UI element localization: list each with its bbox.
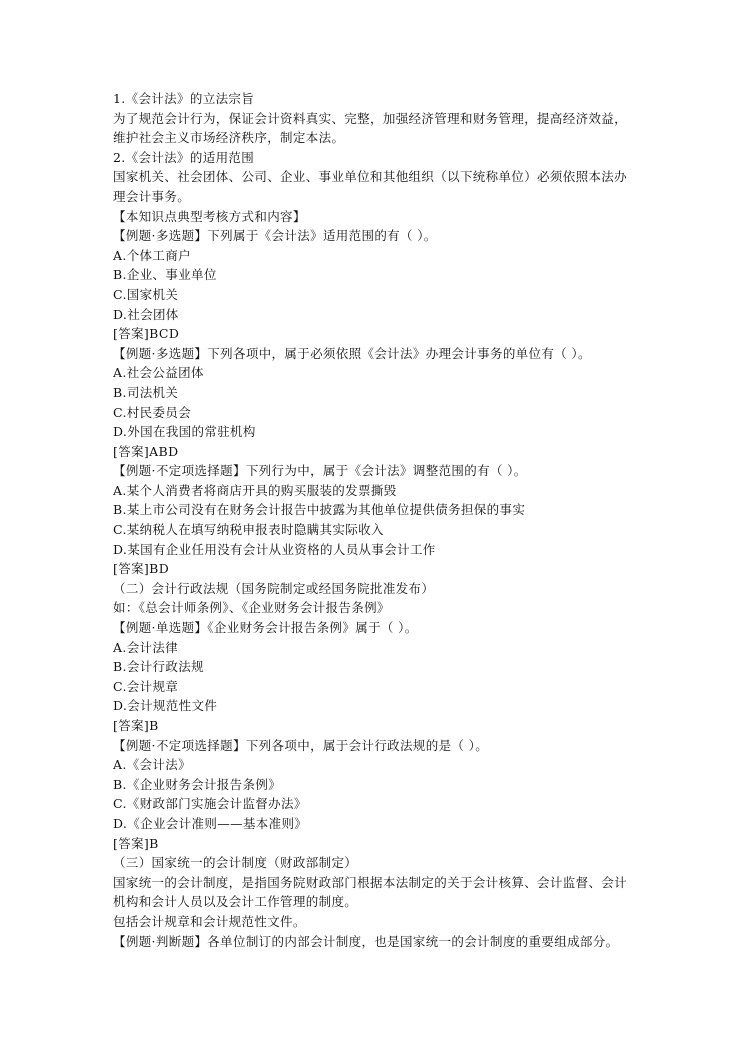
text-line: 【本知识点典型考核方式和内容】 bbox=[113, 208, 306, 224]
text-line: [答案]BD bbox=[113, 561, 170, 577]
text-line: D.外国在我国的常驻机构 bbox=[113, 424, 256, 440]
text-line: A.会计法律 bbox=[113, 639, 179, 655]
text-line: B.《企业财务会计报告条例》 bbox=[113, 776, 282, 792]
text-line: 为了规范会计行为，保证会计资料真实、完整，加强经济管理和财务管理，提高经济效益， bbox=[113, 110, 628, 126]
document-body bbox=[113, 89, 643, 951]
text-line: 1.《会计法》的立法宗旨 bbox=[113, 91, 255, 106]
text-line: 国家统一的会计制度，是指国务院财政部门根据本法制定的关于会计核算、会计监督、会计 bbox=[113, 874, 628, 890]
text-line: 如：《总会计师条例》、《企业财务会计报告条例》 bbox=[113, 600, 390, 616]
text-line: B.某上市公司没有在财务会计报告中披露为其他单位提供债务担保的事实 bbox=[113, 502, 526, 518]
text-line: D.某国有企业任用没有会计从业资格的人员从事会计工作 bbox=[113, 541, 436, 557]
text-line: D.会计规范性文件 bbox=[113, 698, 218, 714]
text-line: A.个体工商户 bbox=[113, 247, 191, 263]
text-line: C.村民委员会 bbox=[113, 404, 192, 420]
text-line: 【例题·不定项选择题】下列各项中，属于会计行政法规的是（ ）。 bbox=[113, 737, 489, 753]
text-line: 机构和会计人员以及会计工作管理的制度。 bbox=[113, 894, 358, 910]
text-line: C.某纳税人在填写纳税申报表时隐瞒其实际收入 bbox=[113, 522, 384, 538]
text-line: B.企业、事业单位 bbox=[113, 267, 217, 283]
text-line: 【例题·不定项选择题】下列行为中，属于《会计法》调整范围的有（ ）。 bbox=[113, 463, 527, 479]
text-line: A.《会计法》 bbox=[113, 757, 191, 773]
text-line: （二）会计行政法规（国务院制定或经国务院批准发布） bbox=[113, 580, 435, 596]
text-line: 【例题·判断题】各单位制订的内部会计制度，也是国家统一的会计制度的重要组成部分。 bbox=[113, 933, 619, 949]
text-line: 维护社会主义市场经济秩序，制定本法。 bbox=[113, 130, 345, 146]
text-line: 【例题·多选题】下列属于《会计法》适用范围的有（ ）。 bbox=[113, 228, 437, 244]
text-line: 国家机关、社会团体、公司、企业、事业单位和其他组织（以下统称单位）必须依照本法办 bbox=[113, 169, 628, 185]
text-line: 【例题·多选题】下列各项中，属于必须依照《会计法》办理会计事务的单位有（ ）。 bbox=[113, 345, 591, 361]
text-line: （三）国家统一的会计制度（财政部制定） bbox=[113, 855, 358, 871]
text-line: D.社会团体 bbox=[113, 306, 179, 322]
text-line: B.司法机关 bbox=[113, 384, 179, 400]
text-line: [答案]ABD bbox=[113, 443, 179, 459]
text-line: [答案]BCD bbox=[113, 326, 180, 342]
text-line: C.《财政部门实施会计监督办法》 bbox=[113, 796, 307, 812]
text-line: [答案]B bbox=[113, 835, 159, 851]
text-line: C.国家机关 bbox=[113, 286, 179, 302]
text-line: 理会计事务。 bbox=[113, 188, 191, 204]
text-line: C.会计规章 bbox=[113, 678, 179, 694]
text-line: A.某个人消费者将商店开具的购买服装的发票撕毁 bbox=[113, 482, 397, 498]
text-line: 【例题·单选题】《企业财务会计报告条例》属于（ ）。 bbox=[113, 620, 418, 636]
text-line: 包括会计规章和会计规范性文件。 bbox=[113, 913, 306, 929]
text-line: D.《企业会计准则——基本准则》 bbox=[113, 815, 308, 831]
text-line: 2.《会计法》的适用范围 bbox=[113, 149, 255, 165]
text-line: [答案]B bbox=[113, 718, 159, 733]
text-line: A.社会公益团体 bbox=[113, 365, 204, 381]
text-line: B.会计行政法规 bbox=[113, 659, 204, 675]
